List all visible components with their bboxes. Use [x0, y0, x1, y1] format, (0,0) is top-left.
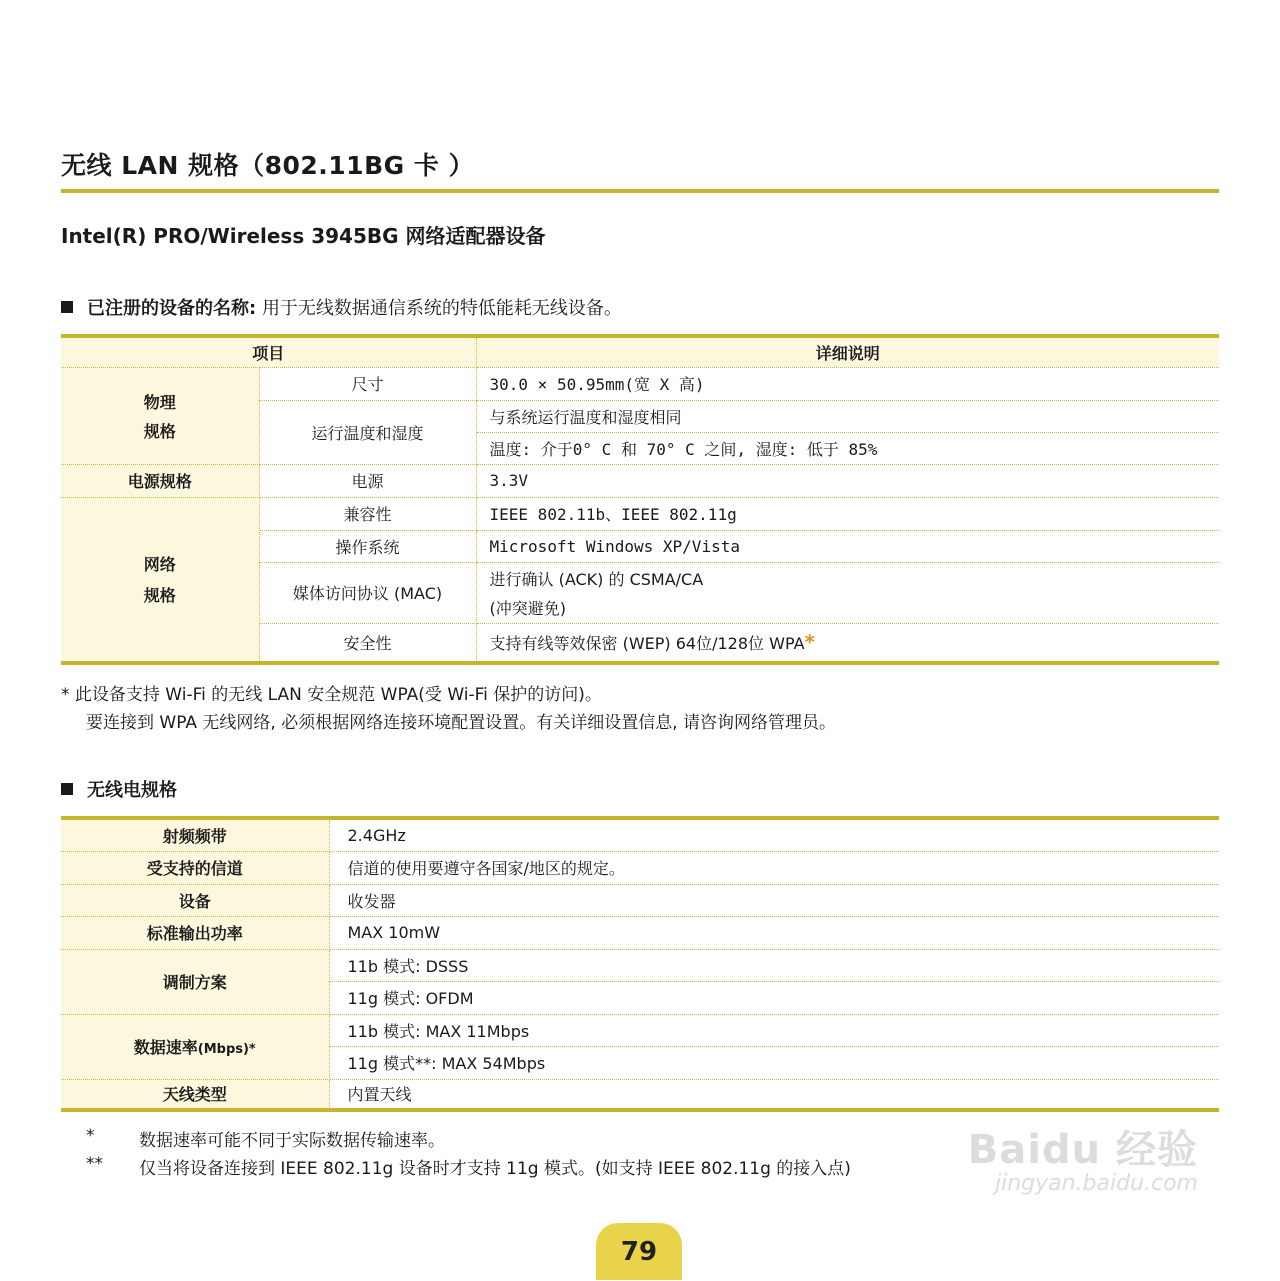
item-compatibility: 兼容性 [259, 497, 476, 530]
label-band: 射频频带 [61, 818, 329, 851]
value-data-rate-2: 11g 模式**: MAX 54Mbps [329, 1046, 1219, 1079]
title-rule [61, 189, 1219, 193]
item-size: 尺寸 [259, 367, 476, 400]
footnote-mark-2: ** [86, 1154, 103, 1174]
footnote-2: 仅当将设备连接到 IEEE 802.11g 设备时才支持 11g 模式。(如支持 IEEE 802.11g 的接入点) [139, 1159, 851, 1179]
footnote-1: 数据速率可能不同于实际数据传输速率。 [139, 1131, 445, 1151]
value-device: 收发器 [329, 884, 1219, 916]
table-row [61, 916, 1219, 949]
square-bullet-icon [61, 783, 73, 795]
label-device: 设备 [61, 884, 329, 916]
label-output-power: 标准输出功率 [61, 916, 329, 949]
table-row [61, 497, 1219, 530]
footnote-mark-1: * [86, 1126, 95, 1146]
asterisk-icon: * [804, 630, 815, 655]
value-channel: 信道的使用要遵守各国家/地区的规定。 [329, 851, 1219, 884]
value-modulation-1: 11b 模式: DSSS [329, 949, 1219, 981]
table-row [61, 1014, 1219, 1046]
value-security [476, 623, 1219, 663]
page-title: 无线 LAN 规格（802.11BG 卡 ） [61, 151, 475, 180]
section-device-name [61, 294, 622, 320]
label-data-rate [61, 1014, 329, 1079]
value-band: 2.4GHz [329, 818, 1219, 851]
table-row [61, 818, 1219, 851]
category-line: 网络 [143, 555, 176, 575]
item-mac: 媒体访问协议 (MAC) [259, 562, 476, 623]
value-mac-line: (冲突避免) [489, 598, 567, 618]
item-temperature: 运行温度和湿度 [259, 400, 476, 464]
category-line: 规格 [143, 421, 176, 441]
header-detail: 详细说明 [476, 336, 1219, 367]
watermark-url: jingyan.baidu.com [994, 1171, 1198, 1196]
category-line: 物理 [143, 392, 176, 412]
value-power: 3.3V [476, 464, 1219, 497]
data-rate-unit: (Mbps)* [197, 1042, 256, 1057]
item-security: 安全性 [259, 623, 476, 663]
radio-table [61, 816, 1219, 1112]
value-output-power: MAX 10mW [329, 916, 1219, 949]
value-compatibility: IEEE 802.11b、IEEE 802.11g [476, 497, 1219, 530]
table-header-row [61, 336, 1219, 367]
label-antenna: 天线类型 [61, 1079, 329, 1110]
header-item: 项目 [61, 336, 476, 367]
spec-table [61, 334, 1219, 665]
item-power: 电源 [259, 464, 476, 497]
value-temperature-2: 温度: 介于0° C 和 70° C 之间, 湿度: 低于 85% [476, 432, 1219, 464]
watermark-logo-text: Baidu 经验 [967, 1127, 1198, 1173]
value-modulation-2: 11g 模式: OFDM [329, 981, 1219, 1014]
value-mac-line: 进行确认 (ACK) 的 CSMA/CA [489, 569, 704, 589]
label-channel: 受支持的信道 [61, 851, 329, 884]
value-antenna: 内置天线 [347, 1085, 412, 1105]
value-os: Microsoft Windows XP/Vista [476, 530, 1219, 562]
table-row [61, 464, 1219, 497]
table-row [61, 851, 1219, 884]
square-bullet-icon [61, 301, 73, 313]
section-radio [61, 776, 177, 802]
category-network [61, 497, 259, 663]
category-power: 电源规格 [61, 464, 259, 497]
table-row [61, 949, 1219, 981]
baidu-watermark [898, 1118, 1198, 1196]
label-modulation: 调制方案 [61, 949, 329, 1014]
value-security-text: 支持有线等效保密 (WEP) 64位/128位 WPA [489, 634, 805, 654]
table-row [61, 367, 1219, 400]
data-rate-text: 数据速率 [133, 1038, 198, 1057]
device-subtitle: Intel(R) PRO/Wireless 3945BG 网络适配器设备 [61, 224, 546, 248]
category-physical [61, 367, 259, 464]
value-data-rate-1: 11b 模式: MAX 11Mbps [329, 1014, 1219, 1046]
table-row [61, 1079, 1219, 1110]
value-size: 30.0 × 50.95mm(宽 X 高) [476, 367, 1219, 400]
value-temperature-1: 与系统运行温度和湿度相同 [476, 400, 1219, 432]
section-text: 用于无线数据通信系统的特低能耗无线设备。 [261, 298, 622, 319]
note-wpa-2: 要连接到 WPA 无线网络, 必须根据网络连接环境配置设置。有关详细设置信息, 请咨询网络管理员。 [86, 713, 837, 733]
section-label: 已注册的设备的名称: [87, 298, 257, 319]
page-number: 79 [596, 1223, 682, 1280]
section-label: 无线电规格 [87, 780, 177, 801]
item-os: 操作系统 [259, 530, 476, 562]
value-mac [476, 562, 1219, 623]
table-row [61, 884, 1219, 916]
note-wpa-1: * 此设备支持 Wi-Fi 的无线 LAN 安全规范 WPA(受 Wi-Fi 保护的访问)。 [61, 685, 602, 705]
category-line: 规格 [143, 586, 176, 606]
